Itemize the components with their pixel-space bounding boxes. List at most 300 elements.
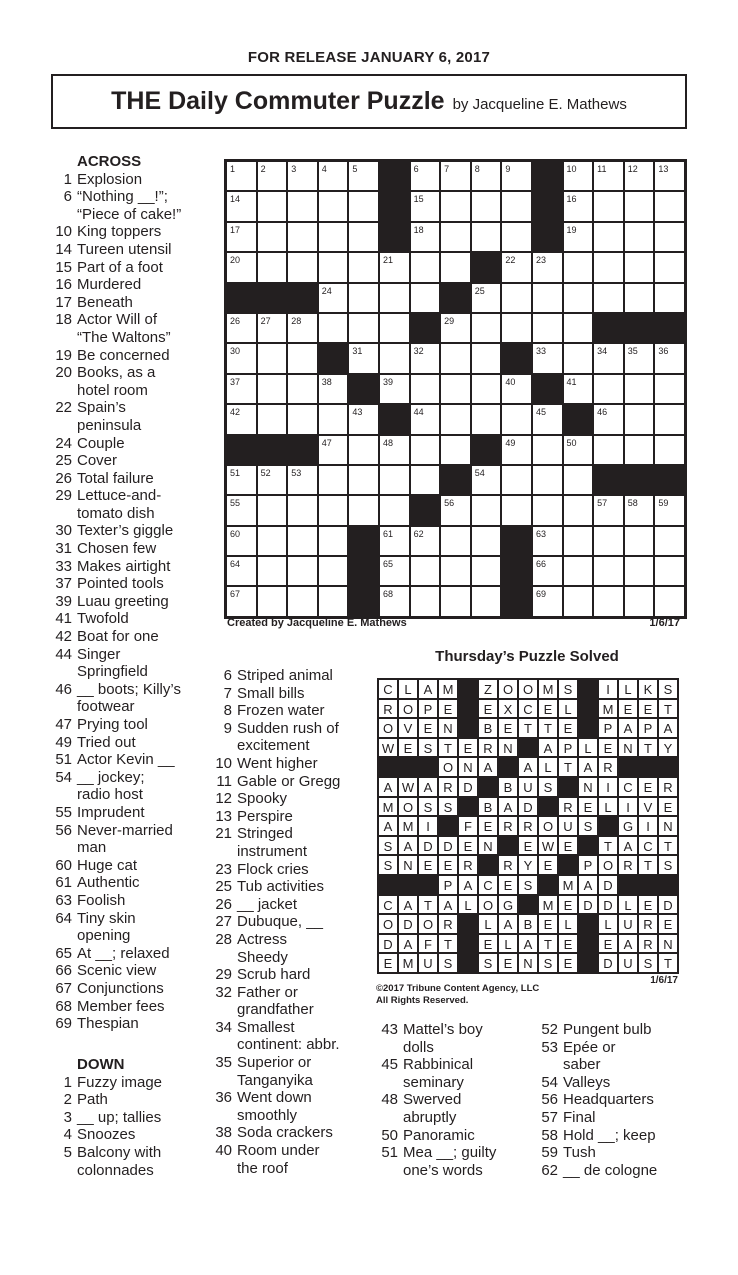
grid-cell[interactable] xyxy=(654,526,685,556)
grid-cell[interactable] xyxy=(471,161,502,191)
clue-item xyxy=(50,470,225,488)
grid-cell[interactable] xyxy=(226,586,257,616)
grid-cell[interactable] xyxy=(440,161,471,191)
grid-cell[interactable] xyxy=(440,222,471,252)
grid-cell[interactable] xyxy=(624,495,655,525)
solved-black-square xyxy=(478,777,498,797)
grid-cell[interactable] xyxy=(379,283,410,313)
grid-cell[interactable] xyxy=(287,343,318,373)
grid-cell[interactable] xyxy=(318,495,349,525)
grid-cell[interactable] xyxy=(563,526,594,556)
grid-cell[interactable] xyxy=(501,465,532,495)
grid-cell[interactable] xyxy=(410,586,441,616)
grid-cell[interactable] xyxy=(226,495,257,525)
grid-cell[interactable] xyxy=(471,404,502,434)
cell-number: 23 xyxy=(535,255,546,266)
grid-cell[interactable] xyxy=(501,161,532,191)
grid-cell[interactable] xyxy=(257,556,288,586)
clue-item xyxy=(50,628,225,646)
black-square xyxy=(348,526,379,556)
clue-number: 30 xyxy=(55,522,72,540)
grid-cell[interactable] xyxy=(348,404,379,434)
grid-cell[interactable] xyxy=(379,526,410,556)
grid-cell[interactable] xyxy=(593,374,624,404)
grid-cell[interactable] xyxy=(348,222,379,252)
grid-cell[interactable] xyxy=(318,191,349,221)
grid-cell[interactable] xyxy=(379,435,410,465)
cell-number: 48 xyxy=(382,437,393,448)
clue-text: footwear xyxy=(77,698,135,716)
grid-cell[interactable] xyxy=(379,252,410,282)
grid-cell[interactable] xyxy=(348,343,379,373)
clue-item xyxy=(50,364,225,382)
grid-cell[interactable] xyxy=(624,586,655,616)
grid-cell[interactable] xyxy=(318,526,349,556)
grid-cell[interactable] xyxy=(318,313,349,343)
release-line: FOR RELEASE JANUARY 6, 2017 xyxy=(247,49,491,66)
cell-number: 34 xyxy=(597,346,608,357)
solved-black-square xyxy=(578,679,598,699)
grid-cell[interactable] xyxy=(287,586,318,616)
clue-item xyxy=(50,681,225,699)
clue-item xyxy=(376,1144,536,1162)
grid-cell[interactable] xyxy=(654,283,685,313)
cell-number: 69 xyxy=(535,589,546,600)
grid-cell[interactable] xyxy=(379,313,410,343)
grid-cell[interactable] xyxy=(318,586,349,616)
grid-cell[interactable] xyxy=(654,435,685,465)
grid-cell[interactable] xyxy=(379,556,410,586)
solved-cell: P xyxy=(418,699,438,719)
grid-cell[interactable] xyxy=(624,526,655,556)
clue-text: “The Waltons” xyxy=(77,328,171,346)
grid-cell[interactable] xyxy=(593,495,624,525)
solved-cell: B xyxy=(478,797,498,817)
black-square xyxy=(501,343,532,373)
clue-number: 66 xyxy=(55,962,72,980)
clue-number: 20 xyxy=(55,364,72,382)
clue-text: Striped animal xyxy=(237,667,333,684)
clue-number: 48 xyxy=(381,1091,398,1109)
grid-cell[interactable] xyxy=(563,465,594,495)
cell-number: 8 xyxy=(474,164,480,174)
grid-cell[interactable] xyxy=(440,526,471,556)
grid-cell[interactable] xyxy=(593,252,624,282)
grid-cell[interactable] xyxy=(440,435,471,465)
clue-item xyxy=(50,857,225,875)
grid-cell[interactable] xyxy=(471,374,502,404)
clue-text: Balcony with xyxy=(77,1143,162,1161)
grid-cell[interactable] xyxy=(471,222,502,252)
grid-cell[interactable] xyxy=(318,556,349,586)
grid-cell[interactable] xyxy=(318,161,349,191)
grid-cell[interactable] xyxy=(348,313,379,343)
grid-cell[interactable] xyxy=(624,283,655,313)
clue-text: man xyxy=(77,839,107,857)
cell-number: 51 xyxy=(230,467,241,478)
solved-black-square xyxy=(558,855,578,875)
grid-cell[interactable] xyxy=(624,343,655,373)
grid-cell[interactable] xyxy=(471,313,502,343)
clue-number: 1 xyxy=(63,1073,72,1091)
cell-number: 28 xyxy=(291,315,302,326)
grid-cell[interactable] xyxy=(654,404,685,434)
grid-cell[interactable] xyxy=(410,283,441,313)
grid-cell[interactable] xyxy=(379,465,410,495)
clue-item xyxy=(50,945,225,963)
grid-cell[interactable] xyxy=(410,404,441,434)
grid-cell[interactable] xyxy=(532,465,563,495)
grid-cell[interactable] xyxy=(532,556,563,586)
solved-cell: E xyxy=(558,895,578,915)
clue-text: Flock cries xyxy=(237,860,309,878)
grid-cell[interactable] xyxy=(440,495,471,525)
grid-cell[interactable] xyxy=(257,586,288,616)
solved-black-square xyxy=(638,875,658,895)
grid-cell[interactable] xyxy=(379,495,410,525)
grid-cell[interactable] xyxy=(624,161,655,191)
grid-cell[interactable] xyxy=(593,283,624,313)
grid-cell[interactable] xyxy=(593,556,624,586)
grid-cell[interactable] xyxy=(226,252,257,282)
clue-text: continent: abbr. xyxy=(237,1036,340,1054)
grid-cell[interactable] xyxy=(593,191,624,221)
grid-cell[interactable] xyxy=(501,404,532,434)
cell-number: 9 xyxy=(505,164,511,174)
grid-cell[interactable] xyxy=(410,161,441,191)
grid-cell[interactable] xyxy=(654,252,685,282)
grid-cell[interactable] xyxy=(471,526,502,556)
clue-item xyxy=(50,188,225,206)
grid-cell[interactable] xyxy=(593,343,624,373)
grid-cell[interactable] xyxy=(654,191,685,221)
solved-cell: S xyxy=(658,679,678,699)
grid-cell[interactable] xyxy=(532,283,563,313)
solved-cell: N xyxy=(658,816,678,836)
clue-item xyxy=(210,825,375,843)
grid-cell[interactable] xyxy=(501,435,532,465)
grid-cell[interactable] xyxy=(624,222,655,252)
clue-text: Beneath xyxy=(77,293,133,311)
clue-text: colonnades xyxy=(77,1161,154,1179)
grid-cell[interactable] xyxy=(410,556,441,586)
grid-cell[interactable] xyxy=(287,222,318,252)
grid-cell[interactable] xyxy=(257,374,288,404)
grid-cell[interactable] xyxy=(257,313,288,343)
grid-cell[interactable] xyxy=(287,374,318,404)
grid-cell[interactable] xyxy=(226,465,257,495)
clue-item xyxy=(50,399,225,417)
grid-cell[interactable] xyxy=(532,404,563,434)
clue-text: Books, as a xyxy=(77,364,156,382)
clue-item xyxy=(210,931,375,949)
grid-cell[interactable] xyxy=(410,191,441,221)
clue-number: 55 xyxy=(55,803,72,821)
grid-cell[interactable] xyxy=(593,435,624,465)
grid-cell[interactable] xyxy=(471,586,502,616)
clue-text: Tanganyika xyxy=(237,1071,313,1089)
grid-cell[interactable] xyxy=(318,404,349,434)
grid-cell[interactable] xyxy=(257,252,288,282)
clue-text: Actor Kevin __ xyxy=(77,751,175,769)
clue-item xyxy=(50,417,225,435)
grid-cell[interactable] xyxy=(379,586,410,616)
grid-cell[interactable] xyxy=(287,313,318,343)
grid-cell[interactable] xyxy=(226,161,257,191)
grid-cell[interactable] xyxy=(440,556,471,586)
grid-cell[interactable] xyxy=(257,161,288,191)
grid-cell[interactable] xyxy=(593,526,624,556)
solved-cell: E xyxy=(478,934,498,954)
grid-cell[interactable] xyxy=(501,191,532,221)
grid-cell[interactable] xyxy=(624,252,655,282)
grid-cell[interactable] xyxy=(624,191,655,221)
grid-cell[interactable] xyxy=(563,343,594,373)
clue-text: Actress xyxy=(237,930,288,948)
grid-cell[interactable] xyxy=(532,526,563,556)
cell-number: 54 xyxy=(474,467,485,478)
cell-number: 38 xyxy=(321,376,332,387)
grid-cell[interactable] xyxy=(532,343,563,373)
grid-cell[interactable] xyxy=(471,465,502,495)
clue-item xyxy=(210,737,375,755)
grid-cell[interactable] xyxy=(654,556,685,586)
copyright xyxy=(376,983,539,1007)
grid-cell[interactable] xyxy=(348,495,379,525)
grid-cell[interactable] xyxy=(379,374,410,404)
clue-number xyxy=(50,206,72,224)
grid-cell[interactable] xyxy=(410,343,441,373)
title-box xyxy=(51,74,687,129)
grid-cell[interactable] xyxy=(287,526,318,556)
grid-cell[interactable] xyxy=(226,526,257,556)
grid-cell[interactable] xyxy=(501,374,532,404)
grid-cell[interactable] xyxy=(257,465,288,495)
grid-cell[interactable] xyxy=(287,556,318,586)
grid-cell[interactable] xyxy=(563,161,594,191)
grid-cell[interactable] xyxy=(410,222,441,252)
clue-text: Mattel’s boy xyxy=(403,1021,483,1038)
clue-item xyxy=(50,910,225,928)
solved-cell: S xyxy=(538,777,558,797)
solved-cell: L xyxy=(618,895,638,915)
grid-cell[interactable] xyxy=(318,252,349,282)
grid-cell[interactable] xyxy=(257,191,288,221)
clue-number: 10 xyxy=(55,223,72,241)
grid-cell[interactable] xyxy=(226,556,257,586)
grid-cell[interactable] xyxy=(318,283,349,313)
grid-cell[interactable] xyxy=(410,252,441,282)
grid-cell[interactable] xyxy=(654,161,685,191)
grid-cell[interactable] xyxy=(593,404,624,434)
grid-cell[interactable] xyxy=(348,465,379,495)
grid-cell[interactable] xyxy=(318,222,349,252)
grid-cell[interactable] xyxy=(532,435,563,465)
grid-cell[interactable] xyxy=(471,283,502,313)
grid-cell[interactable] xyxy=(624,404,655,434)
grid-cell[interactable] xyxy=(654,222,685,252)
grid-cell[interactable] xyxy=(348,252,379,282)
grid-cell[interactable] xyxy=(410,374,441,404)
clue-text: Father or xyxy=(237,983,298,1001)
grid-cell[interactable] xyxy=(654,374,685,404)
grid-cell[interactable] xyxy=(563,252,594,282)
grid-cell[interactable] xyxy=(471,343,502,373)
grid-cell[interactable] xyxy=(593,222,624,252)
solved-cell: E xyxy=(478,699,498,719)
grid-cell[interactable] xyxy=(318,435,349,465)
grid-cell[interactable] xyxy=(410,465,441,495)
clue-item xyxy=(50,1015,225,1033)
solved-cell: M xyxy=(538,679,558,699)
grid-cell[interactable] xyxy=(624,556,655,586)
solved-black-square xyxy=(458,914,478,934)
clue-item xyxy=(376,1127,536,1145)
solved-cell: Y xyxy=(518,855,538,875)
grid-cell[interactable] xyxy=(226,374,257,404)
solved-cell: X xyxy=(498,699,518,719)
grid-cell[interactable] xyxy=(654,495,685,525)
grid-cell[interactable] xyxy=(440,586,471,616)
clue-item xyxy=(50,259,225,277)
solved-cell: E xyxy=(558,718,578,738)
grid-cell[interactable] xyxy=(410,526,441,556)
grid-cell[interactable] xyxy=(257,343,288,373)
clue-number: 42 xyxy=(55,628,72,646)
grid-cell[interactable] xyxy=(563,435,594,465)
grid-cell[interactable] xyxy=(563,586,594,616)
clue-item xyxy=(50,382,225,400)
grid-cell[interactable] xyxy=(318,465,349,495)
clue-number: 68 xyxy=(55,997,72,1015)
cell-number: 29 xyxy=(444,315,455,326)
solved-cell: C xyxy=(638,836,658,856)
grid-cell[interactable] xyxy=(532,586,563,616)
clue-item xyxy=(50,452,225,470)
grid-cell[interactable] xyxy=(593,586,624,616)
grid-cell[interactable] xyxy=(471,556,502,586)
grid-cell[interactable] xyxy=(440,191,471,221)
clue-number: 39 xyxy=(55,592,72,610)
grid-cell[interactable] xyxy=(440,404,471,434)
grid-cell[interactable] xyxy=(624,374,655,404)
black-square xyxy=(410,495,441,525)
grid-cell[interactable] xyxy=(287,191,318,221)
grid-cell[interactable] xyxy=(532,495,563,525)
grid-cell[interactable] xyxy=(287,465,318,495)
grid-cell[interactable] xyxy=(226,191,257,221)
grid-cell[interactable] xyxy=(471,191,502,221)
grid-cell[interactable] xyxy=(501,495,532,525)
clue-text: Valleys xyxy=(563,1073,611,1091)
cell-number: 15 xyxy=(413,194,424,205)
grid-cell[interactable] xyxy=(501,283,532,313)
grid-cell[interactable] xyxy=(348,435,379,465)
solved-cell: P xyxy=(558,738,578,758)
grid-cell[interactable] xyxy=(257,222,288,252)
clue-number xyxy=(50,505,72,523)
grid-cell[interactable] xyxy=(318,374,349,404)
grid-cell[interactable] xyxy=(440,343,471,373)
grid-cell[interactable] xyxy=(501,252,532,282)
grid-cell[interactable] xyxy=(257,404,288,434)
grid-cell[interactable] xyxy=(440,374,471,404)
solved-cell: N xyxy=(498,738,518,758)
grid-cell[interactable] xyxy=(532,313,563,343)
clue-number: 46 xyxy=(55,680,72,698)
grid-cell[interactable] xyxy=(563,495,594,525)
grid-cell[interactable] xyxy=(563,191,594,221)
clue-number xyxy=(50,698,72,716)
clue-number: 40 xyxy=(215,1142,232,1160)
grid-cell[interactable] xyxy=(287,252,318,282)
clue-number: 26 xyxy=(55,469,72,487)
grid-cell[interactable] xyxy=(348,283,379,313)
grid-cell[interactable] xyxy=(563,556,594,586)
grid-cell[interactable] xyxy=(654,343,685,373)
cell-number: 56 xyxy=(444,498,455,509)
grid-cell[interactable] xyxy=(563,283,594,313)
grid-cell[interactable] xyxy=(287,161,318,191)
grid-cell[interactable] xyxy=(226,343,257,373)
clue-item xyxy=(376,1109,536,1127)
cell-number: 21 xyxy=(382,255,393,266)
grid-cell[interactable] xyxy=(257,495,288,525)
grid-cell[interactable] xyxy=(287,404,318,434)
grid-cell[interactable] xyxy=(348,191,379,221)
clue-item xyxy=(50,1162,225,1180)
grid-cell[interactable] xyxy=(654,586,685,616)
solved-black-square xyxy=(618,757,638,777)
grid-cell[interactable] xyxy=(226,222,257,252)
grid-cell[interactable] xyxy=(379,343,410,373)
clue-item xyxy=(376,1021,536,1039)
grid-cell[interactable] xyxy=(257,526,288,556)
black-square xyxy=(532,222,563,252)
cell-number: 63 xyxy=(535,528,546,539)
grid-cell[interactable] xyxy=(624,435,655,465)
grid-cell[interactable] xyxy=(440,252,471,282)
grid-cell[interactable] xyxy=(348,161,379,191)
grid-cell[interactable] xyxy=(501,313,532,343)
solved-cell: N xyxy=(458,757,478,777)
grid-cell[interactable] xyxy=(563,222,594,252)
cell-number: 44 xyxy=(413,407,424,418)
black-square xyxy=(379,222,410,252)
grid-cell[interactable] xyxy=(410,435,441,465)
grid-cell[interactable] xyxy=(226,404,257,434)
grid-cell[interactable] xyxy=(440,313,471,343)
grid-cell[interactable] xyxy=(532,252,563,282)
clue-text: Prying tool xyxy=(77,716,148,733)
grid-cell[interactable] xyxy=(226,313,257,343)
grid-cell[interactable] xyxy=(287,495,318,525)
clue-item xyxy=(376,1162,536,1180)
grid-cell[interactable] xyxy=(471,495,502,525)
grid-cell[interactable] xyxy=(593,161,624,191)
grid-cell[interactable] xyxy=(501,222,532,252)
clue-text: Frozen water xyxy=(237,702,325,720)
solved-cell: R xyxy=(638,914,658,934)
grid-cell[interactable] xyxy=(563,313,594,343)
clue-number: 62 xyxy=(541,1161,558,1179)
cell-number: 52 xyxy=(260,467,271,478)
clue-number: 15 xyxy=(55,258,72,276)
grid-cell[interactable] xyxy=(563,374,594,404)
solved-cell: D xyxy=(378,934,398,954)
solved-cell: A xyxy=(478,757,498,777)
clue-item xyxy=(210,1142,375,1160)
